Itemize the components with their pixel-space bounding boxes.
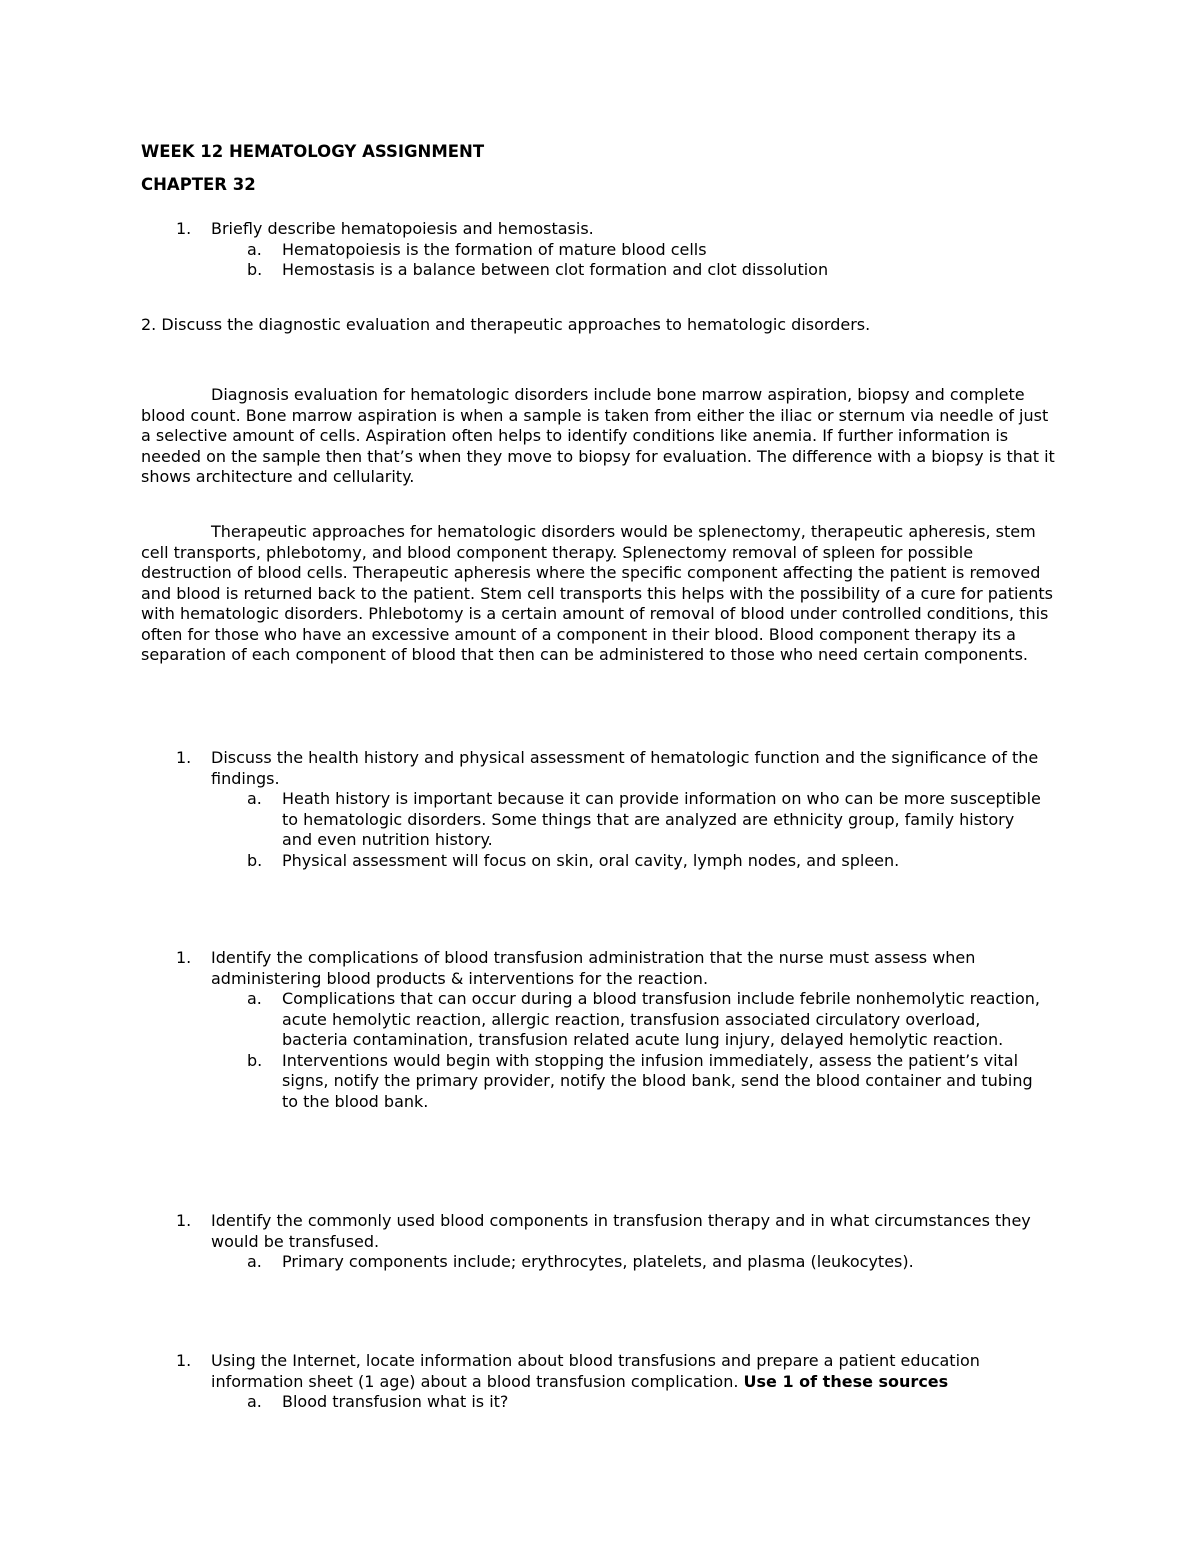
- question-2: 2. Discuss the diagnostic evaluation and therapeutic approaches to hematologic disorders.: [141, 315, 871, 334]
- question-text: Identify the commonly used blood components in transfusion therapy and in what circumstances they would be transfused.: [211, 1211, 1031, 1251]
- answer-item: [247, 789, 1042, 851]
- chapter-heading: CHAPTER 32: [141, 175, 256, 194]
- list-letter: a.: [247, 239, 262, 259]
- therapeutic-paragraph: Therapeutic approaches for hematologic disorders would be splenectomy, therapeutic apheresis, stem cell transports, phlebotomy, and blood component therapy. Splenectomy removal of spleen for possible destruction of blood cells. Therapeutic apheresis where the specific component affecting the patient is removed and blood is returned back to the patient. Stem cell transports this helps with the possibility of a cure for patients with hematologic disorders. Phlebotomy is a certain amount of removal of blood under controlled conditions, this often for those who have an excessive amount of a component in their blood. Blood component therapy its a separation of each component of blood that then can be administered to those who need certain components.: [141, 522, 1054, 664]
- answer-text: Complications that can occur during a blood transfusion include febrile nonhemolytic reaction, acute hemolytic reaction, allergic reaction, transfusion associated circulatory overload, bacteria contamination, transfusion related acute lung injury, delayed hemolytic reaction.: [282, 989, 1041, 1049]
- document-title: WEEK 12 HEMATOLOGY ASSIGNMENT: [141, 142, 485, 161]
- answer-item: [247, 850, 1042, 872]
- list-number: 1.: [176, 1351, 192, 1370]
- list-letter: a.: [247, 789, 262, 808]
- answer-text: Heath history is important because it can provide information on who can be more susceptible to hematologic disorders. Some things that are analyzed are ethnicity group, family history and even nutrition history.: [282, 789, 1041, 849]
- list-number: 1.: [176, 1211, 192, 1230]
- sources-emphasis: Use 1 of these sources: [743, 1371, 949, 1391]
- list-letter: a.: [247, 989, 262, 1008]
- list-number: 1.: [176, 219, 192, 238]
- answer-item: [247, 1392, 1042, 1413]
- list-letter: a.: [247, 1392, 262, 1411]
- answer-item: [247, 1050, 1042, 1113]
- answer-item: [247, 239, 1042, 261]
- question-6: [176, 1351, 1056, 1413]
- answer-text: Hematopoiesis is the formation of mature blood cells: [282, 239, 707, 259]
- question-5: [176, 1211, 1056, 1273]
- answer-item: [247, 1252, 1042, 1273]
- answer-item: [247, 260, 1042, 281]
- question-text: [211, 1351, 1056, 1392]
- question-3: [176, 748, 1056, 871]
- question-text: Discuss the health history and physical assessment of hematologic function and the significance of the findings.: [211, 748, 1039, 788]
- question-text: Identify the complications of blood transfusion administration that the nurse must assess when administering blood products & interventions for the reaction.: [211, 948, 976, 988]
- answer-text: Blood transfusion what is it?: [282, 1392, 509, 1411]
- list-letter: b.: [247, 850, 263, 870]
- list-letter: a.: [247, 1252, 262, 1271]
- diagnosis-paragraph: Diagnosis evaluation for hematologic disorders include bone marrow aspiration, biopsy and complete blood count. Bone marrow aspiration is when a sample is taken from either the iliac or sternum via needle of just a selective amount of cells. Aspiration often helps to identify conditions like anemia. If further information is needed on the sample then that’s when they move to biopsy for evaluation. The difference with a biopsy is that it shows architecture and cellularity.: [141, 385, 1055, 486]
- answer-text: Hemostasis is a balance between clot formation and clot dissolution: [282, 260, 829, 279]
- question-text: Briefly describe hematopoiesis and hemostasis.: [211, 219, 594, 238]
- answer-item: [247, 989, 1042, 1051]
- list-number: 1.: [176, 948, 192, 967]
- list-number: 1.: [176, 748, 192, 767]
- answer-text: Primary components include; erythrocytes, platelets, and plasma (leukocytes).: [282, 1252, 914, 1271]
- answer-text: Physical assessment will focus on skin, oral cavity, lymph nodes, and spleen.: [282, 850, 900, 870]
- list-letter: b.: [247, 1050, 263, 1070]
- question-text-main: Using the Internet, locate information about blood transfusions and prepare a patient education information sheet (1 age) about a blood transfusion complication.: [211, 1351, 980, 1391]
- list-letter: b.: [247, 260, 263, 279]
- question-1: [176, 219, 1056, 281]
- question-4: [176, 948, 1056, 1112]
- answer-text: Interventions would begin with stopping the infusion immediately, assess the patient’s vital signs, notify the primary provider, notify the blood bank, send the blood container and tubing to the blood bank.: [282, 1050, 1033, 1111]
